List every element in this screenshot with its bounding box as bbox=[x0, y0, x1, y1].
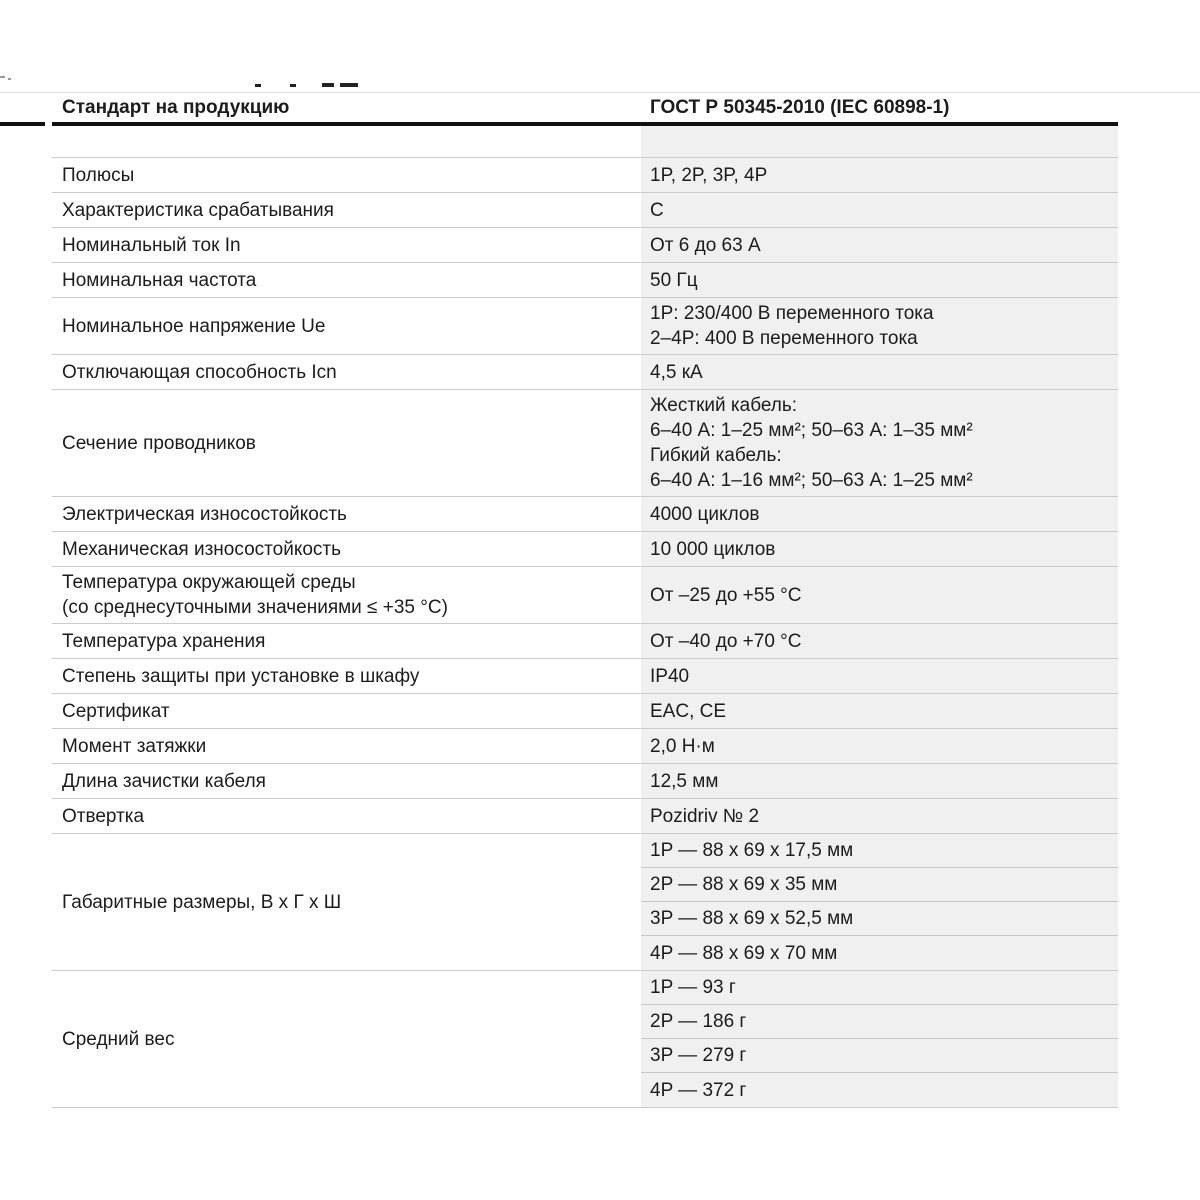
param-label bbox=[52, 971, 641, 1107]
param-label-line: Электрическая износостойкость bbox=[62, 503, 347, 525]
param-label-line: Сертификат bbox=[62, 700, 170, 722]
param-label-line: Номинальное напряжение Ue bbox=[62, 315, 326, 337]
header-standard-value: ГОСТ Р 50345-2010 (IEC 60898-1) bbox=[650, 96, 950, 118]
param-label-line: Сечение проводников bbox=[62, 432, 256, 454]
spacer-row bbox=[52, 126, 1118, 158]
param-value bbox=[641, 729, 1118, 763]
sub-value-cell bbox=[641, 971, 1118, 1005]
param-label bbox=[52, 532, 641, 566]
header-param-label: Стандарт на продукцию bbox=[62, 96, 290, 118]
param-label-line: Номинальная частота bbox=[62, 269, 257, 291]
sub-value-cell bbox=[641, 1005, 1118, 1039]
param-label bbox=[52, 659, 641, 693]
param-value bbox=[641, 228, 1118, 262]
spec-table-body bbox=[52, 126, 1118, 1108]
param-value-line: Гибкий кабель: bbox=[650, 445, 782, 466]
param-label-line: Температура хранения bbox=[62, 630, 266, 652]
param-label-line: Отвертка bbox=[62, 805, 145, 827]
sub-value-cell bbox=[641, 834, 1118, 868]
table-row bbox=[52, 228, 1118, 263]
param-label-line: Отключающая способность Icn bbox=[62, 361, 337, 383]
param-value bbox=[641, 298, 1118, 354]
sub-value-cell bbox=[641, 1039, 1118, 1073]
param-label-line: Габаритные размеры, В х Г х Ш bbox=[62, 891, 342, 913]
table-row bbox=[52, 497, 1118, 532]
param-label bbox=[52, 298, 641, 354]
param-value-line: 2P — 186 г bbox=[650, 1011, 747, 1032]
param-value-line: 12,5 мм bbox=[650, 770, 719, 792]
param-value bbox=[641, 193, 1118, 227]
param-label bbox=[52, 228, 641, 262]
param-label bbox=[52, 694, 641, 728]
sub-value-cell bbox=[641, 902, 1118, 936]
param-value bbox=[641, 158, 1118, 192]
param-value-line: EAC, CE bbox=[650, 700, 727, 722]
param-value-line: 3P — 279 г bbox=[650, 1045, 747, 1066]
table-row bbox=[52, 355, 1118, 390]
table-row bbox=[52, 263, 1118, 298]
param-label bbox=[52, 193, 641, 227]
param-value-line: Жесткий кабель: bbox=[650, 395, 798, 416]
sub-value-cell bbox=[641, 868, 1118, 902]
param-value bbox=[641, 355, 1118, 389]
param-value-line: 50 Гц bbox=[650, 269, 698, 291]
param-value bbox=[641, 497, 1118, 531]
param-value-line: 6–40 А: 1–25 мм²; 50–63 А: 1–35 мм² bbox=[650, 420, 973, 441]
param-label bbox=[52, 263, 641, 297]
param-label-line: Характеристика срабатывания bbox=[62, 199, 334, 221]
param-value-line: 4P — 88 x 69 x 70 мм bbox=[650, 942, 838, 964]
param-value-line: 1P, 2P, 3P, 4P bbox=[650, 164, 768, 186]
param-value-line: 1P: 230/400 В переменного тока bbox=[650, 303, 934, 324]
param-label bbox=[52, 764, 641, 798]
table-row bbox=[52, 158, 1118, 193]
param-label bbox=[52, 158, 641, 192]
param-label bbox=[52, 355, 641, 389]
param-value-line: 1P — 93 г bbox=[650, 977, 736, 998]
param-value-line: От –25 до +55 °C bbox=[650, 584, 802, 606]
sub-value-cell bbox=[641, 1073, 1118, 1107]
param-value-line: 3P — 88 x 69 x 52,5 мм bbox=[650, 908, 854, 929]
param-value-line: Pozidriv № 2 bbox=[650, 805, 760, 827]
param-label-line: Степень защиты при установке в шкафу bbox=[62, 665, 420, 687]
param-value-line: C bbox=[650, 199, 664, 221]
table-row bbox=[52, 799, 1118, 834]
param-value-group bbox=[641, 971, 1118, 1107]
spec-table bbox=[52, 93, 1118, 1108]
param-value bbox=[641, 263, 1118, 297]
param-value-line: От 6 до 63 А bbox=[650, 234, 761, 256]
param-value-line: От –40 до +70 °C bbox=[650, 630, 802, 652]
param-value bbox=[641, 567, 1118, 623]
table-row bbox=[52, 390, 1118, 497]
param-value-line: 10 000 циклов bbox=[650, 538, 776, 560]
table-row bbox=[52, 193, 1118, 228]
table-row bbox=[52, 764, 1118, 799]
table-row bbox=[52, 694, 1118, 729]
param-label bbox=[52, 567, 641, 623]
header-rule-left-segment bbox=[0, 122, 45, 126]
param-value-line: IP40 bbox=[650, 665, 690, 687]
param-value bbox=[641, 532, 1118, 566]
table-row bbox=[52, 298, 1118, 355]
param-label-line: Температура окружающей среды bbox=[62, 572, 356, 593]
param-label-line: Полюсы bbox=[62, 164, 135, 186]
param-value-line: 2P — 88 x 69 x 35 мм bbox=[650, 874, 838, 895]
param-label bbox=[52, 126, 641, 157]
param-label bbox=[52, 390, 641, 496]
table-row bbox=[52, 659, 1118, 694]
param-value bbox=[641, 126, 1118, 157]
param-label-line: (со среднесуточными значениями ≤ +35 °C) bbox=[62, 597, 448, 618]
table-row bbox=[52, 834, 1118, 971]
param-label-line: Момент затяжки bbox=[62, 735, 207, 757]
param-value-line: 2–4P: 400 В переменного тока bbox=[650, 328, 918, 349]
param-value bbox=[641, 390, 1118, 496]
param-value bbox=[641, 694, 1118, 728]
cropped-text-fragment bbox=[255, 84, 261, 87]
table-row bbox=[52, 624, 1118, 659]
param-value-group bbox=[641, 834, 1118, 970]
param-value-line: 6–40 А: 1–16 мм²; 50–63 А: 1–25 мм² bbox=[650, 470, 973, 491]
param-value bbox=[641, 624, 1118, 658]
table-row bbox=[52, 971, 1118, 1108]
param-value bbox=[641, 799, 1118, 833]
param-label bbox=[52, 497, 641, 531]
param-label bbox=[52, 799, 641, 833]
table-row bbox=[52, 729, 1118, 764]
table-header-row bbox=[52, 93, 1118, 126]
param-label-line: Номинальный ток In bbox=[62, 234, 241, 256]
cropped-text-fragment bbox=[0, 76, 5, 78]
cropped-text-fragment bbox=[8, 78, 11, 80]
table-row bbox=[52, 567, 1118, 624]
param-label bbox=[52, 834, 641, 970]
cropped-text-fragment bbox=[290, 84, 296, 87]
param-label-line: Длина зачистки кабеля bbox=[62, 770, 266, 792]
cropped-text-fragment bbox=[322, 83, 334, 87]
param-label bbox=[52, 729, 641, 763]
param-value bbox=[641, 764, 1118, 798]
param-label-line: Механическая износостойкость bbox=[62, 538, 342, 560]
param-value bbox=[641, 659, 1118, 693]
sub-value-cell bbox=[641, 936, 1118, 970]
param-label-line: Средний вес bbox=[62, 1028, 175, 1050]
cropped-text-fragment bbox=[340, 83, 358, 87]
param-value-line: 4P — 372 г bbox=[650, 1079, 747, 1101]
param-value-line: 1P — 88 x 69 x 17,5 мм bbox=[650, 840, 854, 861]
param-value-line: 2,0 Н·м bbox=[650, 735, 715, 757]
table-row bbox=[52, 532, 1118, 567]
param-value-line: 4000 циклов bbox=[650, 503, 760, 525]
param-label bbox=[52, 624, 641, 658]
param-value-line: 4,5 кА bbox=[650, 361, 703, 383]
